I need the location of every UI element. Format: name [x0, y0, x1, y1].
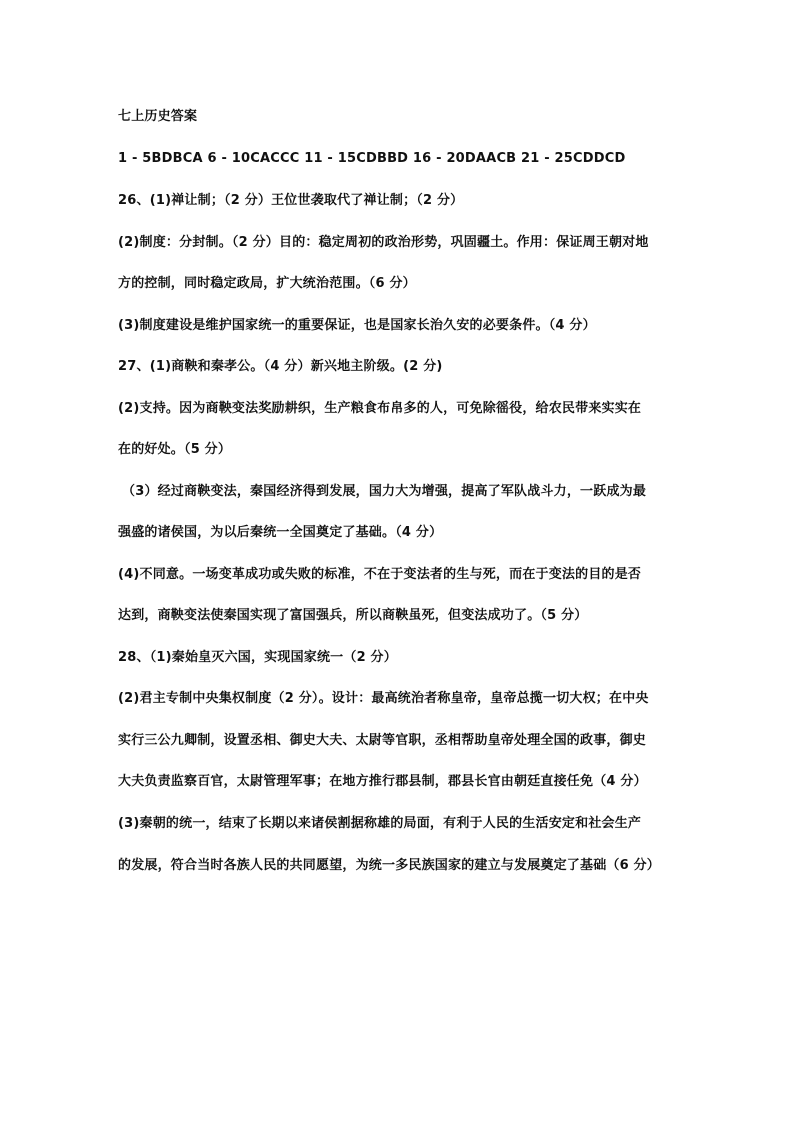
answer-line: (3)秦朝的统一，结束了长期以来诸侯割据称雄的局面，有利于人民的生活安定和社会生产 — [118, 816, 642, 831]
answer-line: (4)不同意。一场变革成功或失败的标准，不在于变法者的生与死，而在于变法的目的是否 — [118, 567, 642, 582]
document-title: 七上历史答案 — [118, 109, 198, 124]
answer-line: 达到，商鞅变法使秦国实现了富国强兵，所以商鞅虽死，但变法成功了。（5 分） — [118, 608, 588, 623]
answer-line: 28、（1)秦始皇灭六国，实现国家统一（2 分） — [118, 650, 397, 665]
answer-line: 大夫负责监察百官，太尉管理军事；在地方推行郡县制，郡县长官由朝廷直接任免（4 分） — [118, 774, 647, 789]
answer-line: 实行三公九卿制，设置丞相、御史大夫、太尉等官职，丞相帮助皇帝处理全国的政事，御史 — [118, 733, 647, 748]
answer-line: (2)制度：分封制。（2 分）目的：稳定周初的政治形势，巩固疆土。作用：保证周王朝对地 — [118, 235, 649, 250]
answer-line: 1 - 5BDBCA 6 - 10CACCC 11 - 15CDBBD 16 - 20DAACB 21 - 25CDDCD — [118, 151, 626, 166]
answer-line: (2)君主专制中央集权制度（2 分）。设计：最高统治者称皇帝，皇帝总揽一切大权；在中央 — [118, 691, 649, 706]
answer-line: (3)制度建设是维护国家统一的重要保证，也是国家长治久安的必要条件。（4 分） — [118, 318, 596, 333]
answer-line: (2)支持。因为商鞅变法奖励耕织，生产粮食布帛多的人，可免除徭役，给农民带来实实在 — [118, 401, 642, 416]
answer-line: 方的控制，同时稳定政局，扩大统治范围。（6 分） — [118, 276, 416, 291]
answer-line: 26、(1)禅让制；（2 分）王位世袭取代了禅让制；（2 分） — [118, 193, 464, 208]
answer-line: 强盛的诸侯国，为以后秦统一全国奠定了基础。（4 分） — [118, 525, 443, 540]
answer-line: 的发展，符合当时各族人民的共同愿望，为统一多民族国家的建立与发展奠定了基础（6 分） — [118, 858, 660, 873]
answer-line: 27、(1)商鞅和秦孝公。（4 分）新兴地主阶级。(2 分) — [118, 359, 443, 374]
answer-line: 在的好处。（5 分） — [118, 442, 232, 457]
answer-line: （3）经过商鞅变法，秦国经济得到发展，国力大为增强，提高了军队战斗力，一跃成为最 — [122, 484, 647, 499]
